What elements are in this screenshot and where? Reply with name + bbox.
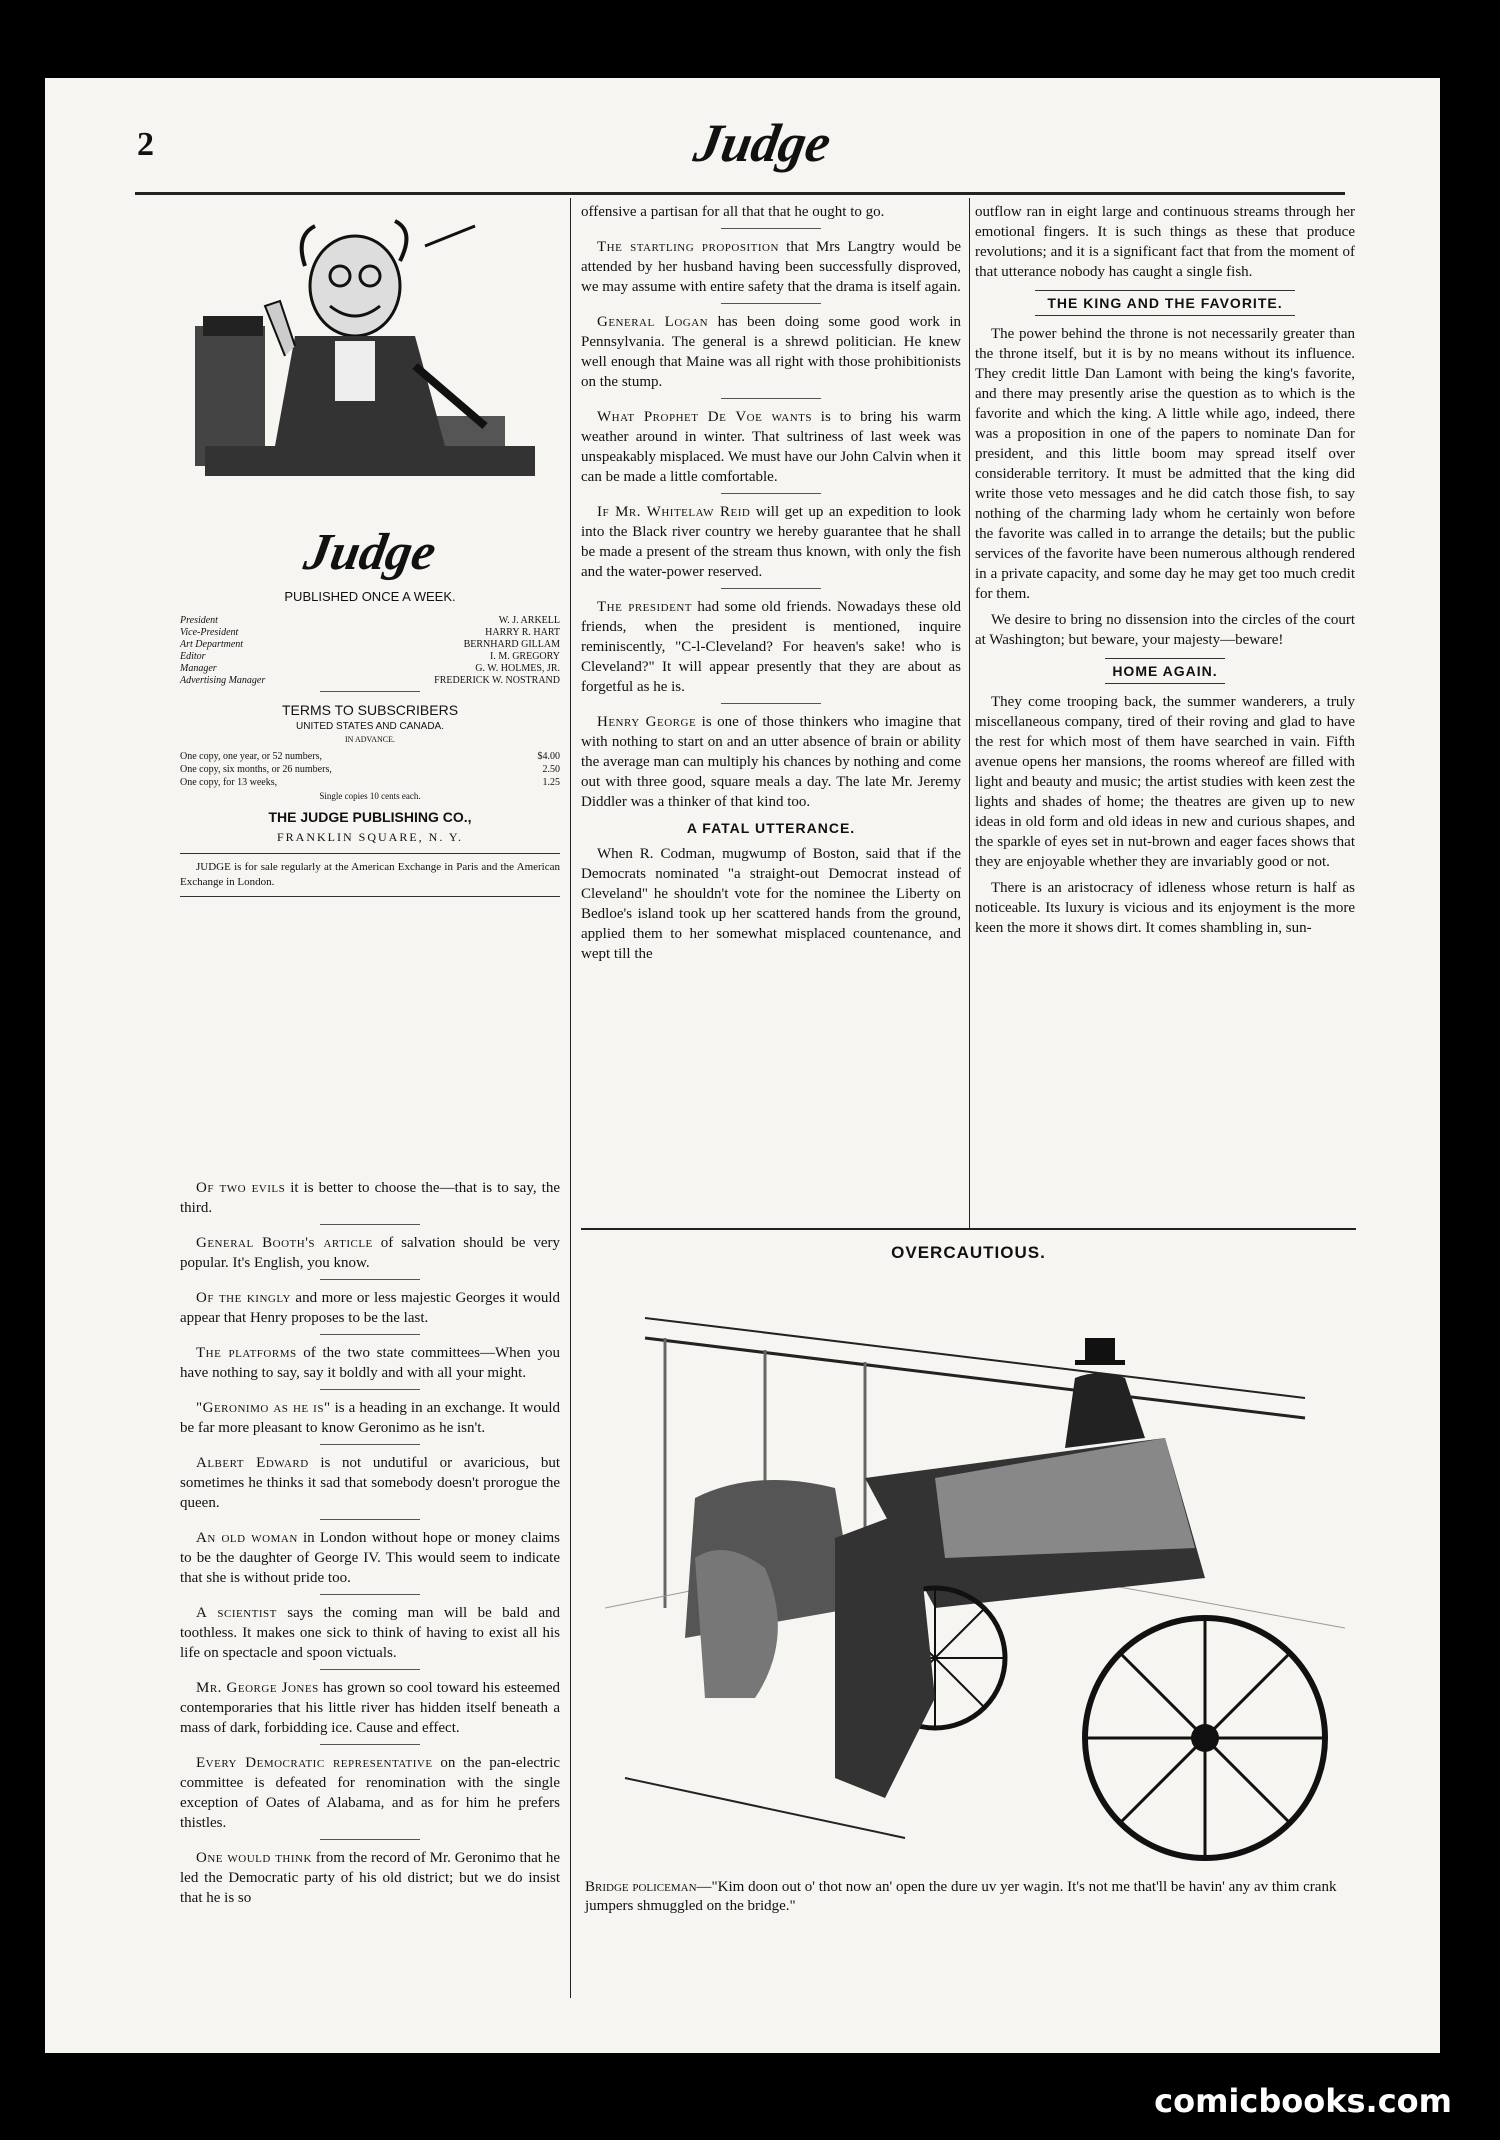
paragraph-lead: Every Democratic representative — [196, 1755, 433, 1771]
paragraph-text: offensive a partisan for all that that he ought to go. — [581, 204, 885, 220]
paragraph-lead: Of two evils — [196, 1180, 286, 1196]
home-again-p1: They come trooping back, the summer wanderers, a truly miscellaneous company, tired of their roving and glad to have the rest for which most of them have searched in vain. Fifth avenue opens her mansions, the rooms whereof are filled with light and beauty and music; the artist studies with keen zest the lights and shades of home; the theatres are given up to new ideas in old form and old ideas in new and curious shapes, and the sparkle of eyes set in nut-brown and eager faces shows that they are enjoyable whether they are invariably good or not. — [975, 694, 1355, 870]
col2-paragraph — [581, 407, 961, 487]
price-row: One copy, one year, or 52 numbers, $4.00 — [180, 751, 560, 762]
col1-paragraph — [180, 1753, 560, 1833]
col2-paragraph — [581, 597, 961, 697]
cartoon-illustration — [605, 1278, 1345, 1888]
sidebar-info — [180, 523, 560, 897]
paragraph-text: is one of those thinkers who imagine that with nothing to start on and an utter absence of brain or ability the average man can multiply his chances by nothing and come out with three good, square meals a day. The late Mr. Jeremy Diddler was a thinker of that kind too. — [581, 714, 961, 810]
paragraph-text: that Mrs Langtry would be attended by her husband having been successfully disproved, we may assume with entire safety that the drama is itself again. — [581, 239, 961, 295]
newspaper-page — [45, 78, 1440, 2053]
col1-paragraph — [180, 1678, 560, 1738]
column-2 — [581, 202, 961, 970]
staff-row: Vice-President HARRY R. HART — [180, 627, 560, 638]
col1-paragraph — [180, 1398, 560, 1438]
staff-row: President W. J. ARKELL — [180, 615, 560, 626]
paragraph-text: and more or less majestic Georges it would appear that Henry proposes to be the last. — [180, 1290, 561, 1326]
publisher-name: THE JUDGE PUBLISHING CO., — [268, 809, 472, 825]
staff-row: Advertising Manager FREDERICK W. NOSTRAND — [180, 675, 560, 686]
paragraph-text: says the coming man will be bald and toothless. It makes one sick to think of having to exist all his life on spectacle and spoon victuals. — [180, 1605, 560, 1661]
item-separator — [320, 1444, 420, 1445]
paragraph-text: is not undutiful or avaricious, but sometimes he thinks it sad that somebody doesn't prorogue the queen. — [180, 1455, 560, 1511]
paragraph-text: has grown so cool toward his esteemed contemporaries that his little river has hidden itself beneath a mass of dark, forbidding ice. Cause and effect. — [180, 1680, 560, 1736]
item-separator — [320, 1334, 420, 1335]
paragraph-lead: If Mr. Whitelaw Reid — [597, 504, 751, 520]
staff-list — [180, 615, 560, 687]
item-separator — [320, 1744, 420, 1745]
column-rule-1 — [570, 198, 571, 1998]
paragraph-text: had some old friends. Nowadays these old friends, when the president is mentioned, inquire reminiscently, "C-l-Cleveland? For heaven's sake! who is Cleveland?" It will appear presently that they are about as forgetful as he is. — [581, 599, 962, 695]
paragraph-text: of the two state committees—When you have nothing to say, say it boldly and with all your might. — [180, 1345, 560, 1381]
item-separator — [320, 1389, 420, 1390]
staff-row: Art Department BERNHARD GILLAM — [180, 639, 560, 650]
home-again-heading: HOME AGAIN. — [1105, 658, 1225, 684]
col1-paragraph — [180, 1233, 560, 1273]
king-favorite-p2: We desire to bring no dissension into the circles of the court at Washington; but beware, your majesty—beware! — [975, 612, 1355, 648]
item-separator — [721, 303, 821, 304]
price-row: One copy, for 13 weeks, 1.25 — [180, 777, 560, 788]
col3-intro: outflow ran in eight large and continuous streams through her emotional fingers. It is such things as these that produce revolutions; and it is a significant fact that from the moment of that utterance nobody has caught a single fish. — [975, 204, 1355, 280]
col1-paragraph — [180, 1343, 560, 1383]
item-separator — [721, 703, 821, 704]
fatal-utterance-heading: A FATAL UTTERANCE. — [686, 820, 856, 836]
staff-row: Editor I. M. GREGORY — [180, 651, 560, 662]
col1-paragraph — [180, 1453, 560, 1513]
cartoon-top-rule — [581, 1228, 1356, 1230]
column-3 — [975, 202, 1355, 944]
sidebar-logo: Judge — [300, 524, 441, 581]
col2-paragraph — [581, 202, 961, 222]
header-rule — [135, 192, 1345, 195]
terms-advance: IN ADVANCE. — [344, 735, 396, 744]
terms-title: TERMS TO SUBSCRIBERS — [281, 702, 459, 718]
col1-paragraph — [180, 1603, 560, 1663]
paragraph-text: is a heading in an exchange. It would be far more pleasant to know Geronimo as he isn't. — [180, 1400, 561, 1436]
cartoon-title: OVERCAUTIOUS. — [891, 1243, 1046, 1262]
paragraph-lead: General Logan — [597, 314, 709, 330]
king-favorite-heading: THE KING AND THE FAVORITE. — [1035, 290, 1295, 316]
single-copies: Single copies 10 cents each. — [319, 791, 421, 801]
paragraph-lead: The president — [597, 599, 693, 615]
paragraph-text: from the record of Mr. Geronimo that he led the Democratic party of his old district; but we do insist that he is so — [180, 1850, 560, 1906]
paragraph-lead: Mr. George Jones — [196, 1680, 319, 1696]
col2-paragraph — [581, 712, 961, 812]
terms-region: UNITED STATES AND CANADA. — [296, 721, 444, 732]
cartoon-caption — [585, 1878, 1355, 1916]
column-rule-2 — [969, 198, 970, 1228]
fatal-utterance-text: When R. Codman, mugwump of Boston, said that if the Democrats nominated "a straight-out Democrat instead of Cleveland" he shouldn't vote for the nominee the Liberty on Bedloe's island took up her scattered hands from the ground, applied them to her somewhat misplaced countenance, and wept till the — [581, 846, 961, 962]
item-separator — [320, 1839, 420, 1840]
home-again-p2: There is an aristocracy of idleness whose return is half as noticeable. Its luxury is vicious and its enjoyment is the more keen the more it shows dirt. It comes shambling in, sun- — [975, 880, 1355, 936]
col2-paragraph — [581, 237, 961, 297]
paragraph-lead: The platforms — [196, 1345, 297, 1361]
king-favorite-p1: The power behind the throne is not necessarily greater than the throne itself, but it is by no means without its influence. They credit little Dan Lamont with being the king's favorite, and there may presently arise the question as to which is the favorite and which the king. A little while ago, indeed, there was a proposition in one of the papers to nominate Dan for president, and this little boom may spread itself over considerable territory. It must be admitted that the king did write those veto messages and he did catch those fish, to say nothing of the charming lady whom he certainly won before the favorite was called in to arrange the details; but the public services of the favorite have been numerous although rendered in a private capacity, and some day he may get too much credit for them. — [975, 326, 1355, 602]
item-separator — [320, 1669, 420, 1670]
price-row: One copy, six months, or 26 numbers, 2.50 — [180, 764, 560, 775]
paragraph-lead: Henry George — [597, 714, 697, 730]
page-number: 2 — [137, 126, 154, 163]
caption-speaker: Bridge policeman — [585, 1879, 697, 1895]
masthead-title: Judge — [689, 113, 836, 173]
paragraph-text: is to bring his warm weather around in winter. That sultriness of last week was unspeakably misplaced. We must have our John Calvin when it can be made a little comfortable. — [581, 409, 961, 485]
item-separator — [721, 228, 821, 229]
watermark: comicbooks.com — [1154, 2082, 1452, 2120]
item-separator — [721, 493, 821, 494]
column-1 — [180, 1178, 560, 1914]
item-separator — [320, 1519, 420, 1520]
col2-paragraph — [581, 312, 961, 392]
col1-paragraph — [180, 1528, 560, 1588]
item-separator — [320, 1224, 420, 1225]
publisher-address: FRANKLIN SQUARE, N. Y. — [276, 830, 463, 844]
paragraph-lead: What Prophet De Voe wants — [597, 409, 813, 425]
paragraph-text: has been doing some good work in Pennsylvania. The general is a shrewd politician. He knew well enough that Maine was all right with those prohibitionists on the stump. — [581, 314, 962, 390]
judge-illustration — [185, 206, 555, 506]
paragraph-lead: Albert Edward — [196, 1455, 309, 1471]
col1-paragraph — [180, 1178, 560, 1218]
col2-paragraph — [581, 502, 961, 582]
paragraph-lead: "Geronimo as he is" — [196, 1400, 331, 1416]
col1-paragraph — [180, 1288, 560, 1328]
price-list — [180, 750, 560, 789]
paragraph-text: it is better to choose the—that is to say, the third. — [180, 1180, 560, 1216]
paragraph-lead: General Booth's article — [196, 1235, 373, 1251]
col1-paragraph — [180, 1848, 560, 1908]
paragraph-lead: An old woman — [196, 1530, 298, 1546]
staff-row: Manager G. W. HOLMES, JR. — [180, 663, 560, 674]
item-separator — [320, 1594, 420, 1595]
paragraph-lead: Of the kingly — [196, 1290, 291, 1306]
paragraph-text: on the pan-electric committee is defeated for renomination with the single exception of Oates of Alabama, and as for him he prefers thistles. — [180, 1755, 561, 1831]
paragraph-text: in London without hope or money claims to be the daughter of George IV. This would seem to indicate that she is without pride too. — [180, 1530, 560, 1586]
published-line: PUBLISHED ONCE A WEEK. — [284, 589, 456, 604]
paragraph-lead: One would think — [196, 1850, 312, 1866]
item-separator — [320, 1279, 420, 1280]
caption-text: —"Kim doon out o' thot now an' open the dure uv yer wagin. It's not me that'll be havin' any av thim crank jumpers shmuggled on the bridge." — [585, 1879, 1337, 1914]
item-separator — [721, 588, 821, 589]
paragraph-text: will get up an expedition to look into the Black river country we hereby guarantee that he shall be made a present of the stream thus known, with only the fish and the water-power reserved. — [581, 504, 961, 580]
item-separator — [721, 398, 821, 399]
paragraph-lead: The startling proposition — [597, 239, 779, 255]
paragraph-text: of salvation should be very popular. It's English, you know. — [180, 1235, 561, 1271]
paragraph-lead: A scientist — [196, 1605, 277, 1621]
sale-notice: JUDGE is for sale regularly at the American Exchange in Paris and the American Exchange in London. — [180, 861, 560, 888]
